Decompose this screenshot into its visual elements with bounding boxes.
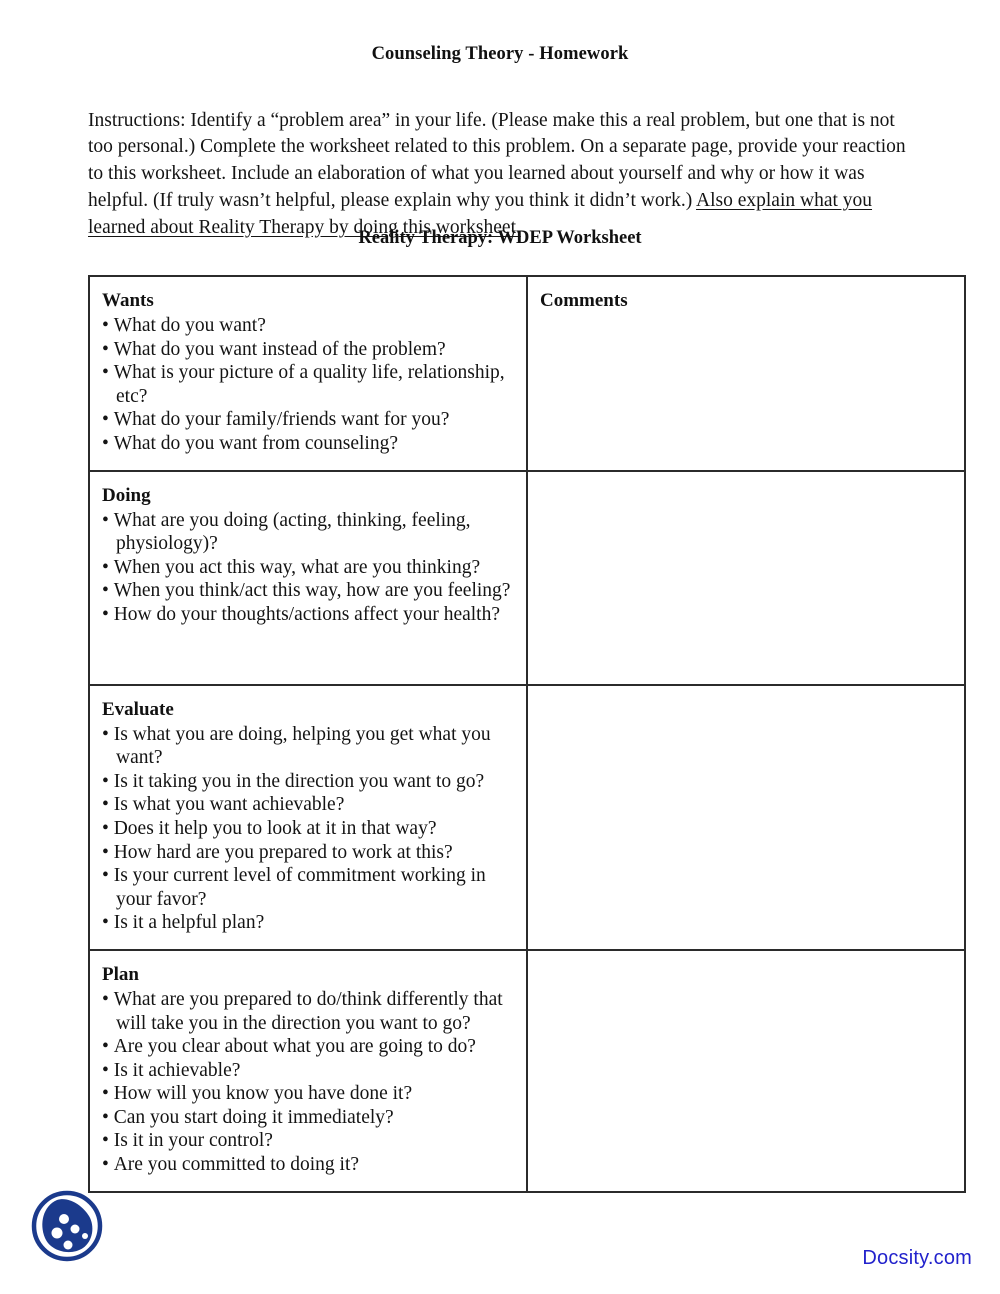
list-item: • Is it in your control?	[102, 1129, 514, 1153]
wdep-worksheet-table	[88, 275, 966, 1193]
instructions-underlined-text: Also explain what you learned about Reality Therapy by doing this worksheet.	[88, 189, 873, 238]
list-item: • Is it achievable?	[102, 1059, 514, 1083]
list-item: • What is your picture of a quality life, relationship, etc?	[102, 361, 514, 408]
table-row	[89, 685, 965, 950]
section-heading-doing: Doing	[102, 484, 151, 506]
list-item: • What do you want instead of the problem?	[102, 338, 514, 362]
list-item: • What do your family/friends want for you?	[102, 408, 514, 432]
doing-comments-cell[interactable]	[527, 471, 965, 685]
wants-prompt-cell	[89, 276, 527, 471]
list-item: • How hard are you prepared to work at this?	[102, 841, 514, 865]
section-heading-plan: Plan	[102, 963, 139, 985]
list-item: • Does it help you to look at it in that way?	[102, 817, 514, 841]
doing-prompt-list	[102, 509, 514, 627]
list-item: • How will you know you have done it?	[102, 1082, 514, 1106]
table-row	[89, 276, 965, 471]
list-item: • Is it taking you in the direction you want to go?	[102, 770, 514, 794]
list-item: • When you think/act this way, how are you feeling?	[102, 579, 514, 603]
plan-comments-cell[interactable]	[527, 950, 965, 1192]
list-item: • When you act this way, what are you thinking?	[102, 556, 514, 580]
list-item: • Is it a helpful plan?	[102, 911, 514, 935]
wants-prompt-list	[102, 314, 514, 456]
evaluate-comments-cell[interactable]	[527, 685, 965, 950]
doing-prompt-cell	[89, 471, 527, 685]
instructions-paragraph	[88, 108, 912, 242]
list-item: • Is your current level of commitment working in your favor?	[102, 864, 514, 911]
plan-prompt-list	[102, 988, 514, 1177]
list-item: • Is what you are doing, helping you get what you want?	[102, 723, 514, 770]
list-item: • How do your thoughts/actions affect your health?	[102, 603, 514, 627]
evaluate-prompt-cell	[89, 685, 527, 950]
instructions-plain-text: Instructions: Identify a “problem area” in your life. (Please make this a real problem, but one that is not too personal.) Complete the worksheet related to this problem. On a separate page, provide your reaction to this worksheet. Include an elaboration of what you learned about yourself and why or how it was helpful. (If truly wasn’t helpful, please explain why you think it didn’t work.)	[88, 109, 906, 211]
wants-comments-cell[interactable]	[527, 276, 965, 471]
list-item: • What do you want?	[102, 314, 514, 338]
worksheet-title: Reality Therapy: WDEP Worksheet	[358, 228, 642, 248]
docsity-cookie-logo-icon	[27, 1186, 107, 1266]
list-item: • Can you start doing it immediately?	[102, 1106, 514, 1130]
list-item: • Are you committed to doing it?	[102, 1153, 514, 1177]
list-item: • Are you clear about what you are going to do?	[102, 1035, 514, 1059]
list-item: • What are you doing (acting, thinking, feeling, physiology)?	[102, 509, 514, 556]
list-item: • Is what you want achievable?	[102, 793, 514, 817]
list-item: • What do you want from counseling?	[102, 432, 514, 456]
page-title: Counseling Theory - Homework	[371, 44, 629, 64]
section-heading-wants: Wants	[102, 290, 154, 311]
list-item: • What are you prepared to do/think differently that will take you in the direction you want to go?	[102, 988, 514, 1035]
evaluate-prompt-list	[102, 723, 514, 935]
docsity-brand-label[interactable]: Docsity.com	[862, 1247, 972, 1269]
plan-prompt-cell	[89, 950, 527, 1192]
table-row	[89, 471, 965, 685]
comments-column-header: Comments	[540, 290, 628, 311]
section-heading-evaluate: Evaluate	[102, 698, 174, 720]
table-row	[89, 950, 965, 1192]
